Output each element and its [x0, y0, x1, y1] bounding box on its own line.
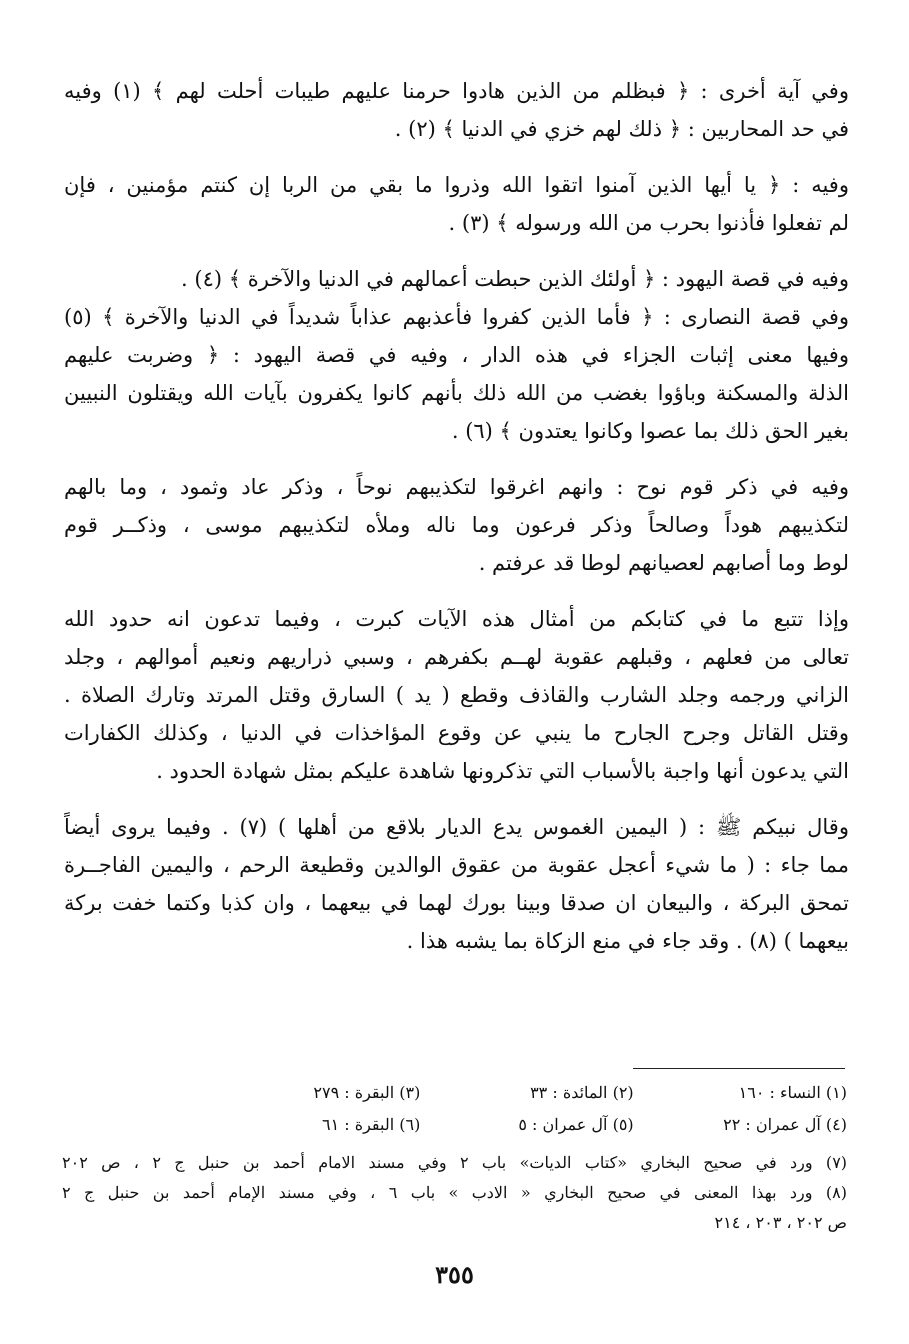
text-line: وقتل القاتل وجرح الجارح ما ينبي عن وقوع المؤاخذات في الدنيا ، وكذلك الكفارات [64, 721, 849, 745]
footnote-ref: (١) النساء : ١٦٠ [738, 1083, 847, 1102]
footnote-line: (٨) ورد بهذا المعنى في صحيح البخاري « الادب » باب ٦ ، وفي مسند الإمام أحمد بن حنبل ج ٢ [62, 1183, 847, 1202]
text-line: الزاني ورجمه وجلد الشارب والقاذف وقطع ( يد ) السارق وقتل المرتد وتارك الصلاة . [64, 683, 849, 707]
main-text [64, 72, 849, 978]
footnote-ref: (٥) آل عمران : ٥ [518, 1115, 634, 1134]
text-line: الذلة والمسكنة وباؤوا بغضب من الله ذلك بأنهم كانوا يكفرون بآيات الله ويقتلون النبيين [64, 381, 849, 405]
page-number: ٣٥٥ [435, 1260, 474, 1289]
text-line: تمحق البركة ، والبيعان ان صدقا وبينا بورك لهما في بيعهما ، وان كذبا وكتما خفت بركة [64, 891, 849, 915]
footnote-ref: (٦) البقرة : ٦١ [321, 1115, 421, 1134]
text-line: بغير الحق ذلك بما عصوا وكانوا يعتدون ﴾ (٦) . [451, 419, 849, 443]
footnote-ref: (٤) آل عمران : ٢٢ [723, 1115, 847, 1134]
text-line: وفيه في ذكر قوم نوح : وانهم اغرقوا لتكذيبهم نوحاً ، وذكر عاد وثمود ، وما بالهم [64, 475, 849, 499]
text-line: لتكذيبهم هوداً وصالحاً وذكر فرعون وما ناله وملأه لتكذيبهم موسى ، وذكــر قوم [64, 513, 849, 537]
paragraph [64, 600, 849, 790]
text-line: وفيها معنى إثبات الجزاء في هذه الدار ، وفيه في قصة اليهود : ﴿ وضربت عليهم [64, 343, 849, 367]
text-line: وفيه في قصة اليهود : ﴿ أولئك الذين حبطت أعمالهم في الدنيا والآخرة ﴾ (٤) . [181, 267, 849, 291]
paragraph [64, 72, 849, 148]
text-line: التي يدعون أنها واجبة بالأسباب التي تذكرونها شاهدة عليكم بمثل شهادة الحدود . [156, 759, 849, 783]
paragraph [64, 260, 849, 450]
text-line: وإذا تتبع ما في كتابكم من أمثال هذه الآيات كبرت ، وفيما تدعون انه حدود الله [64, 607, 849, 631]
footnote-ref: (٢) المائدة : ٣٣ [530, 1083, 634, 1102]
footnote-line: (٧) ورد في صحيح البخاري «كتاب الديات» باب ٢ وفي مسند الامام أحمد بن حنبل ج ٢ ، ص ٢٠٢ [62, 1153, 847, 1172]
text-line: وفي قصة النصارى : ﴿ فأما الذين كفروا فأعذبهم عذاباً شديداً في الدنيا والآخرة ﴾ (٥) [64, 305, 849, 329]
text-line: وفي آية أخرى : ﴿ فبظلم من الذين هادوا حرمنا عليهم طيبات أحلت لهم ﴾ (١) وفيه [64, 79, 849, 103]
text-line: وفيه : ﴿ يا أيها الذين آمنوا اتقوا الله وذروا ما بقي من الربا إن كنتم مؤمنين ، فإن [64, 173, 849, 197]
paragraph [64, 808, 849, 960]
footnote-ref: (٣) البقرة : ٢٧٩ [313, 1083, 421, 1102]
footnote-divider [633, 1068, 845, 1069]
text-line: تعالى من فعلهم ، وقبلهم عقوبة لهــم بكفرهم ، وسبي ذراريهم ونعيم أموالهم ، وجلد [64, 645, 849, 669]
footnote-references [207, 1078, 847, 1140]
text-line: بيعهما ) (٨) . وقد جاء في منع الزكاة بما يشبه هذا . [406, 929, 849, 953]
footnote-line: ص ٢٠٢ ، ٢٠٣ ، ٢١٤ [714, 1213, 847, 1232]
text-line: وقال نبيكم ﷺ : ( اليمين الغموس يدع الديار بلاقع من أهلها ) (٧) . وفيما يروى أيضاً [64, 815, 849, 839]
paragraph [64, 468, 849, 582]
text-line: لوط وما أصابهم لعصيانهم لوطا قد عرفتم . [478, 551, 849, 575]
footnote-notes [62, 1148, 847, 1238]
text-line: في حد المحاربين : ﴿ ذلك لهم خزي في الدنيا ﴾ (٢) . [394, 117, 849, 141]
paragraph [64, 166, 849, 242]
text-line: لم تفعلوا فأذنوا بحرب من الله ورسوله ﴾ (٣) . [448, 211, 849, 235]
text-line: مما جاء : ( ما شيء أعجل عقوبة من عقوق الوالدين وقطيعة الرحم ، واليمين الفاجــرة [64, 853, 849, 877]
